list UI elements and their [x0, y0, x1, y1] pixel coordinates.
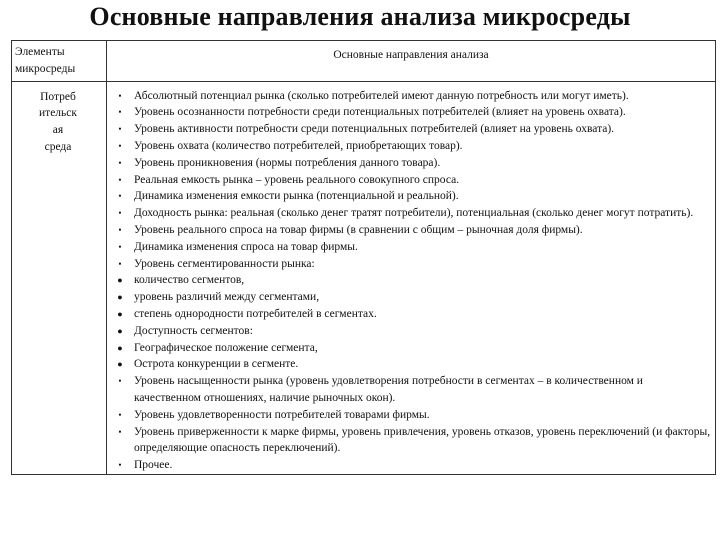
bullet-icon: •	[118, 224, 122, 235]
row-label-cell	[12, 81, 107, 474]
analysis-list-cell	[107, 81, 716, 474]
header-analysis-directions: Основные направления анализа	[107, 41, 716, 82]
list-item	[107, 205, 711, 222]
list-item	[107, 155, 711, 172]
list-item-text: Абсолютный потенциал рынка (сколько потребителей имеют данную потребность или могут иметь).	[134, 89, 629, 102]
analysis-table	[11, 40, 716, 475]
list-item-text: Динамика изменения емкости рынка (потенциальной и реальной).	[134, 190, 459, 203]
table-header-row	[12, 41, 716, 82]
list-item	[107, 172, 711, 189]
row-label-line: ительск	[39, 107, 77, 120]
list-item-text: количество сегментов,	[134, 274, 245, 287]
bullet-icon: •	[118, 460, 122, 471]
list-item-text: Доходность рынка: реальная (сколько денег тратят потребители), потенциальная (сколько денег могут потратить).	[134, 207, 694, 220]
bullet-icon: ●	[117, 275, 123, 286]
list-item	[107, 306, 711, 323]
list-item-text: Доступность сегментов:	[134, 324, 253, 337]
list-item	[107, 289, 711, 306]
list-item	[107, 340, 711, 357]
bullet-icon: •	[118, 191, 122, 202]
list-item-text: уровень различий между сегментами,	[134, 291, 320, 304]
list-item	[107, 323, 711, 340]
list-item	[107, 138, 711, 155]
header-microenvironment-elements: Элементы микросреды	[12, 41, 107, 82]
list-item	[107, 256, 711, 273]
bullet-icon: ●	[117, 308, 123, 319]
bullet-icon: •	[118, 208, 122, 219]
bullet-icon: ●	[117, 342, 123, 353]
list-item	[107, 188, 711, 205]
list-item	[107, 272, 711, 289]
bullet-icon: •	[118, 90, 122, 101]
page-title: Основные направления анализа микросреды	[89, 2, 631, 31]
row-label-line: ая	[52, 124, 64, 137]
bullet-icon: •	[118, 426, 122, 437]
bullet-icon: •	[118, 174, 122, 185]
list-item-text: Уровень проникновения (нормы потребления данного товара).	[134, 156, 441, 169]
bullet-icon: •	[118, 107, 122, 118]
row-label-line: Потреб	[40, 90, 76, 103]
list-item	[107, 88, 711, 105]
list-item-text: Уровень охвата (количество потребителей, приобретающих товар).	[134, 139, 463, 152]
bullet-icon: •	[118, 140, 122, 151]
list-item-text: Уровень сегментированности рынка:	[134, 257, 315, 270]
bullet-icon: •	[118, 409, 122, 420]
list-item	[107, 407, 711, 424]
list-item-text: Реальная емкость рынка – уровень реального совокупного спроса.	[134, 173, 460, 186]
list-item-text: Уровень удовлетворенности потребителей товарами фирмы.	[134, 408, 430, 421]
row-label-line: среда	[44, 140, 72, 153]
bullet-icon: ●	[117, 292, 123, 303]
bullet-icon: •	[118, 157, 122, 168]
bullet-icon: ●	[117, 325, 123, 336]
list-item	[107, 457, 711, 474]
list-item-text: Уровень насыщенности рынка (уровень удовлетворения потребности в сегментах – в количественном и качественном отношениях, наличие рыночных окон).	[134, 375, 643, 404]
list-item-text: Динамика изменения спроса на товар фирмы.	[134, 240, 358, 253]
list-item-text: Уровень приверженности к марке фирмы, уровень привлечения, уровень отказов, уровень переключений (и факторы, определяющие опасность переключений).	[134, 425, 711, 455]
list-item-text: Острота конкуренции в сегменте.	[134, 358, 299, 371]
bullet-icon: •	[118, 376, 122, 387]
bullet-icon: •	[118, 241, 122, 252]
list-item	[107, 222, 711, 239]
list-item	[107, 424, 711, 458]
bullet-icon: ●	[117, 359, 123, 370]
list-item	[107, 373, 711, 407]
list-item	[107, 239, 711, 256]
list-item	[107, 121, 711, 138]
bullet-icon: •	[118, 258, 122, 269]
table-row	[12, 81, 716, 474]
list-item	[107, 104, 711, 121]
list-item-text: степень однородности потребителей в сегментах.	[134, 307, 377, 320]
analysis-list	[107, 88, 711, 474]
list-item-text: Уровень реального спроса на товар фирмы (в сравнении с общим – рыночная доля фирмы).	[134, 223, 583, 236]
list-item-text: Уровень активности потребности среди потенциальных потребителей (влияет на уровень охвата).	[134, 123, 615, 136]
list-item-text: Географическое положение сегмента,	[134, 341, 318, 354]
list-item-text: Прочее.	[134, 459, 173, 472]
list-item-text: Уровень осознанности потребности среди потенциальных потребителей (влияет на уровень охвата).	[134, 106, 626, 119]
list-item	[107, 356, 711, 373]
bullet-icon: •	[118, 124, 122, 135]
